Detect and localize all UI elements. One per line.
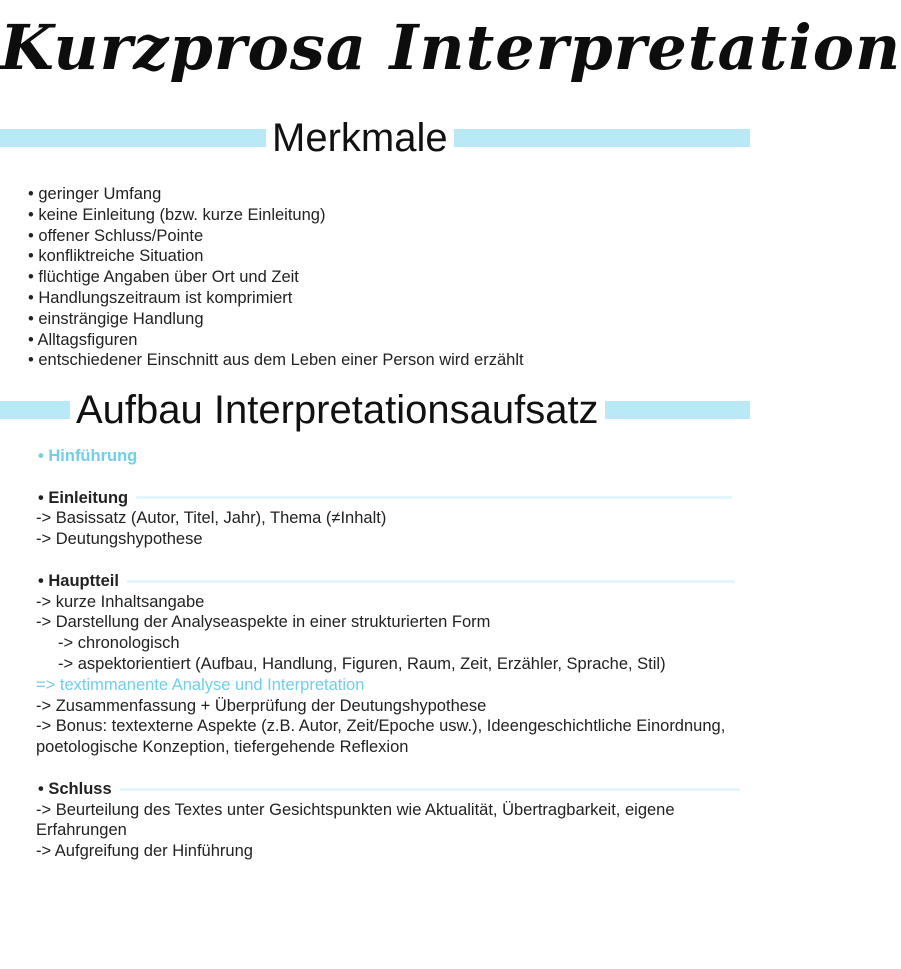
list-item: • Alltagsfiguren <box>28 330 524 351</box>
hauptteil-heading <box>38 571 738 592</box>
hinfuehrung-heading <box>38 446 738 467</box>
hauptteil-line: -> aspektorientiert (Aufbau, Handlung, Figuren, Raum, Zeit, Erzähler, Sprache, Stil) <box>58 654 666 673</box>
einleitung-label: • Einleitung <box>38 488 129 507</box>
list-item: • geringer Umfang <box>28 184 524 205</box>
list-item: • offener Schluss/Pointe <box>28 226 524 247</box>
list-item: • keine Einleitung (bzw. kurze Einleitung) <box>28 205 524 226</box>
aufbau-content <box>38 446 738 862</box>
schluss-line: -> Beurteilung des Textes unter Gesichtspunkten wie Aktualität, Übertragbarkeit, eigene Erfahrungen <box>36 800 675 840</box>
aufbau-heading <box>0 384 750 436</box>
heading-rule <box>136 496 732 499</box>
heading-bar-left <box>0 401 70 419</box>
list-item: • Handlungszeitraum ist komprimiert <box>28 288 524 309</box>
merkmale-heading <box>0 112 750 164</box>
einleitung-line: -> Deutungshypothese <box>36 530 203 549</box>
hauptteil-line: -> Zusammenfassung + Überprüfung der Deutungshypothese <box>36 696 487 715</box>
heading-bar-left <box>0 129 266 147</box>
heading-rule <box>120 788 740 791</box>
hauptteil-line: -> Bonus: textexterne Aspekte (z.B. Autor, Zeit/Epoche usw.), Ideengeschichtliche Einordnung, poetologische Konzeption, tiefergehende Reflexion <box>36 717 726 757</box>
list-item: • konfliktreiche Situation <box>28 246 524 267</box>
hauptteil-conclusion: => textimmanente Analyse und Interpretation <box>36 675 365 694</box>
page-title: Kurzprosa Interpretation <box>0 11 901 84</box>
hauptteil-line: -> chronologisch <box>58 634 180 653</box>
schluss-line: -> Aufgreifung der Hinführung <box>36 842 253 861</box>
schluss-heading <box>38 779 738 800</box>
schluss-label: • Schluss <box>38 779 112 798</box>
heading-rule <box>127 580 735 583</box>
list-item: • einsträngige Handlung <box>28 309 524 330</box>
list-item: • flüchtige Angaben über Ort und Zeit <box>28 267 524 288</box>
merkmale-heading-label: Merkmale <box>272 115 448 160</box>
einleitung-heading <box>38 488 738 509</box>
heading-bar-right <box>605 401 750 419</box>
hauptteil-line: -> kurze Inhaltsangabe <box>36 592 205 611</box>
einleitung-line: -> Basissatz (Autor, Titel, Jahr), Thema (≠Inhalt) <box>36 509 387 528</box>
aufbau-heading-label: Aufbau Interpretationsaufsatz <box>76 387 599 432</box>
hauptteil-line: -> Darstellung der Analyseaspekte in einer strukturierten Form <box>36 613 491 632</box>
hauptteil-label: • Hauptteil <box>38 571 119 590</box>
heading-bar-right <box>454 129 750 147</box>
list-item: • entschiedener Einschnitt aus dem Leben einer Person wird erzählt <box>28 350 524 371</box>
hinfuehrung-label: • Hinführung <box>38 447 138 465</box>
merkmale-list <box>28 184 524 371</box>
